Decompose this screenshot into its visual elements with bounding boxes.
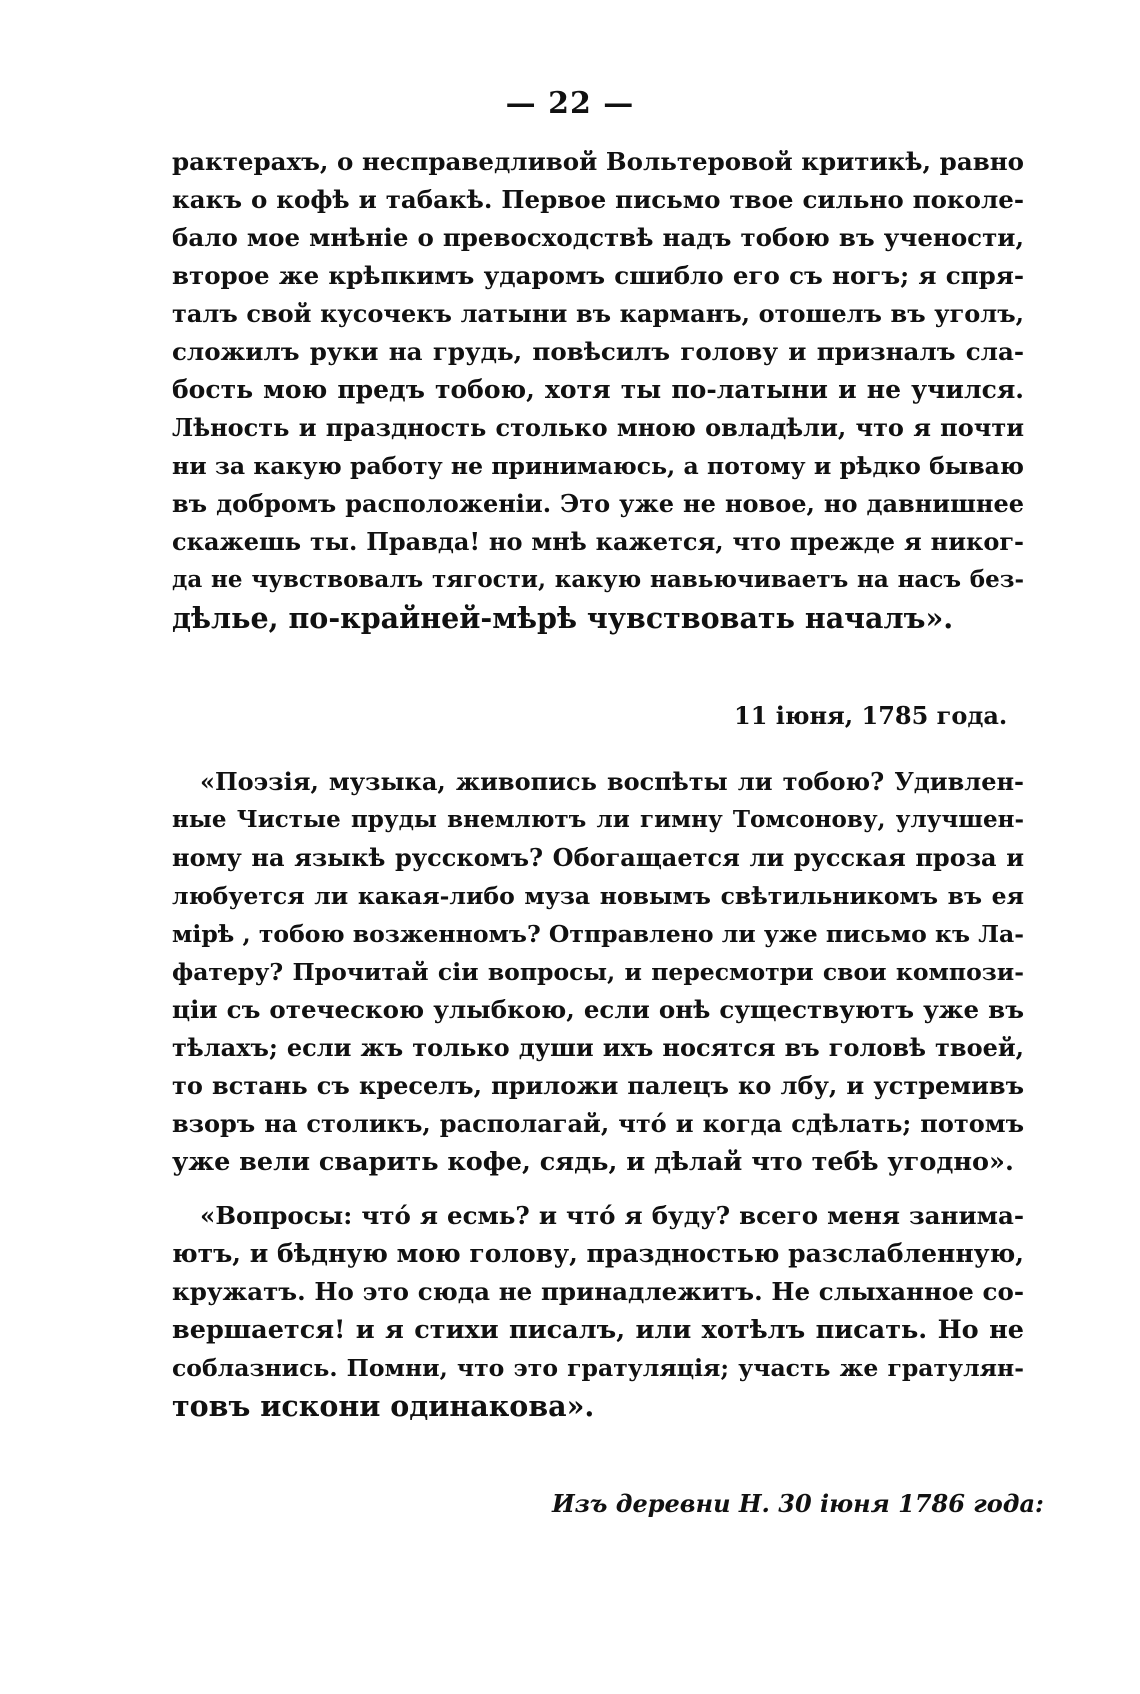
text-line: мірѣ , тобою возженномъ? Отправлено ли уже письмо къ Ла- xyxy=(172,920,1024,948)
text-line: рактерахъ, о несправедливой Вольтеровой критикѣ, равно xyxy=(172,147,1024,176)
text-line: дѣлье, по-крайней-мѣрѣ чувствовать началъ». xyxy=(172,601,954,635)
text-line: взоръ на столикъ, располагай, что́ и когда сдѣлать; потомъ xyxy=(172,1109,1024,1138)
text-line: ни за какую работу не принимаюсь, а потому и рѣдко бываю xyxy=(172,452,1024,480)
text-line: «Поэзія, музыка, живопись воспѣты ли тобою? Удивлен- xyxy=(200,767,1024,796)
text-line: вершается! и я стихи писалъ, или хотѣлъ писать. Но не xyxy=(172,1315,1024,1345)
text-line: ютъ, и бѣдную мою голову, праздностью разслабленную, xyxy=(172,1239,1024,1268)
letter-date-1: 11 іюня, 1785 года. xyxy=(734,701,1008,730)
page-number: — 22 — xyxy=(505,86,635,121)
text-line: ціи съ отеческою улыбкою, если онѣ существуютъ уже въ xyxy=(172,995,1024,1024)
text-line: «Вопросы: что́ я есмь? и что́ я буду? всего меня занима- xyxy=(200,1201,1024,1230)
text-line: ные Чистые пруды внемлютъ ли гимну Томсонову, улучшен- xyxy=(172,806,1024,833)
text-line: кружатъ. Но это сюда не принадлежитъ. Не слыханное со- xyxy=(172,1277,1024,1306)
text-line: Лѣность и праздность столько мною овладѣли, что я почти xyxy=(172,413,1024,442)
text-line: то встань съ креселъ, приложи палецъ ко лбу, и устремивъ xyxy=(172,1071,1024,1100)
text-line: въ добромъ расположеніи. Это уже не новое, но давнишнее xyxy=(172,489,1024,518)
text-line: любуется ли какая-либо муза новымъ свѣтильникомъ въ ея xyxy=(172,882,1024,910)
text-line: товъ искони одинакова». xyxy=(172,1389,595,1423)
text-line: соблазнись. Помни, что это гратуляція; участь же гратулян- xyxy=(172,1354,1024,1382)
text-line: ному на языкѣ русскомъ? Обогащается ли русская проза и xyxy=(172,843,1024,872)
text-line: второе же крѣпкимъ ударомъ сшибло его съ ногъ; я спря- xyxy=(172,261,1024,290)
text-line: фатеру? Прочитай сіи вопросы, и пересмотри свои компози- xyxy=(172,958,1024,986)
text-line: какъ о кофѣ и табакѣ. Первое письмо твое сильно поколе- xyxy=(172,185,1024,214)
text-line: бало мое мнѣніе о превосходствѣ надъ тобою въ учености, xyxy=(172,223,1024,252)
text-line: скажешь ты. Правда! но мнѣ кажется, что прежде я никог- xyxy=(172,527,1024,556)
text-line: да не чувствовалъ тягости, какую навьючиваетъ на насъ без- xyxy=(172,566,1024,593)
text-line: бость мою предъ тобою, хотя ты по-латыни и не учился. xyxy=(172,375,1024,404)
text-line: уже вели сварить кофе, сядь, и дѣлай что тебѣ угодно». xyxy=(172,1147,1014,1177)
text-line: тѣлахъ; если жъ только души ихъ носятся въ головѣ твоей, xyxy=(172,1033,1024,1062)
text-line: сложилъ руки на грудь, повѣсилъ голову и призналъ сла- xyxy=(172,337,1024,366)
text-line: талъ свой кусочекъ латыни въ карманъ, отошелъ въ уголъ, xyxy=(172,299,1024,328)
letter-date-2: Изъ деревни Н. 30 іюня 1786 года: xyxy=(552,1489,1044,1518)
